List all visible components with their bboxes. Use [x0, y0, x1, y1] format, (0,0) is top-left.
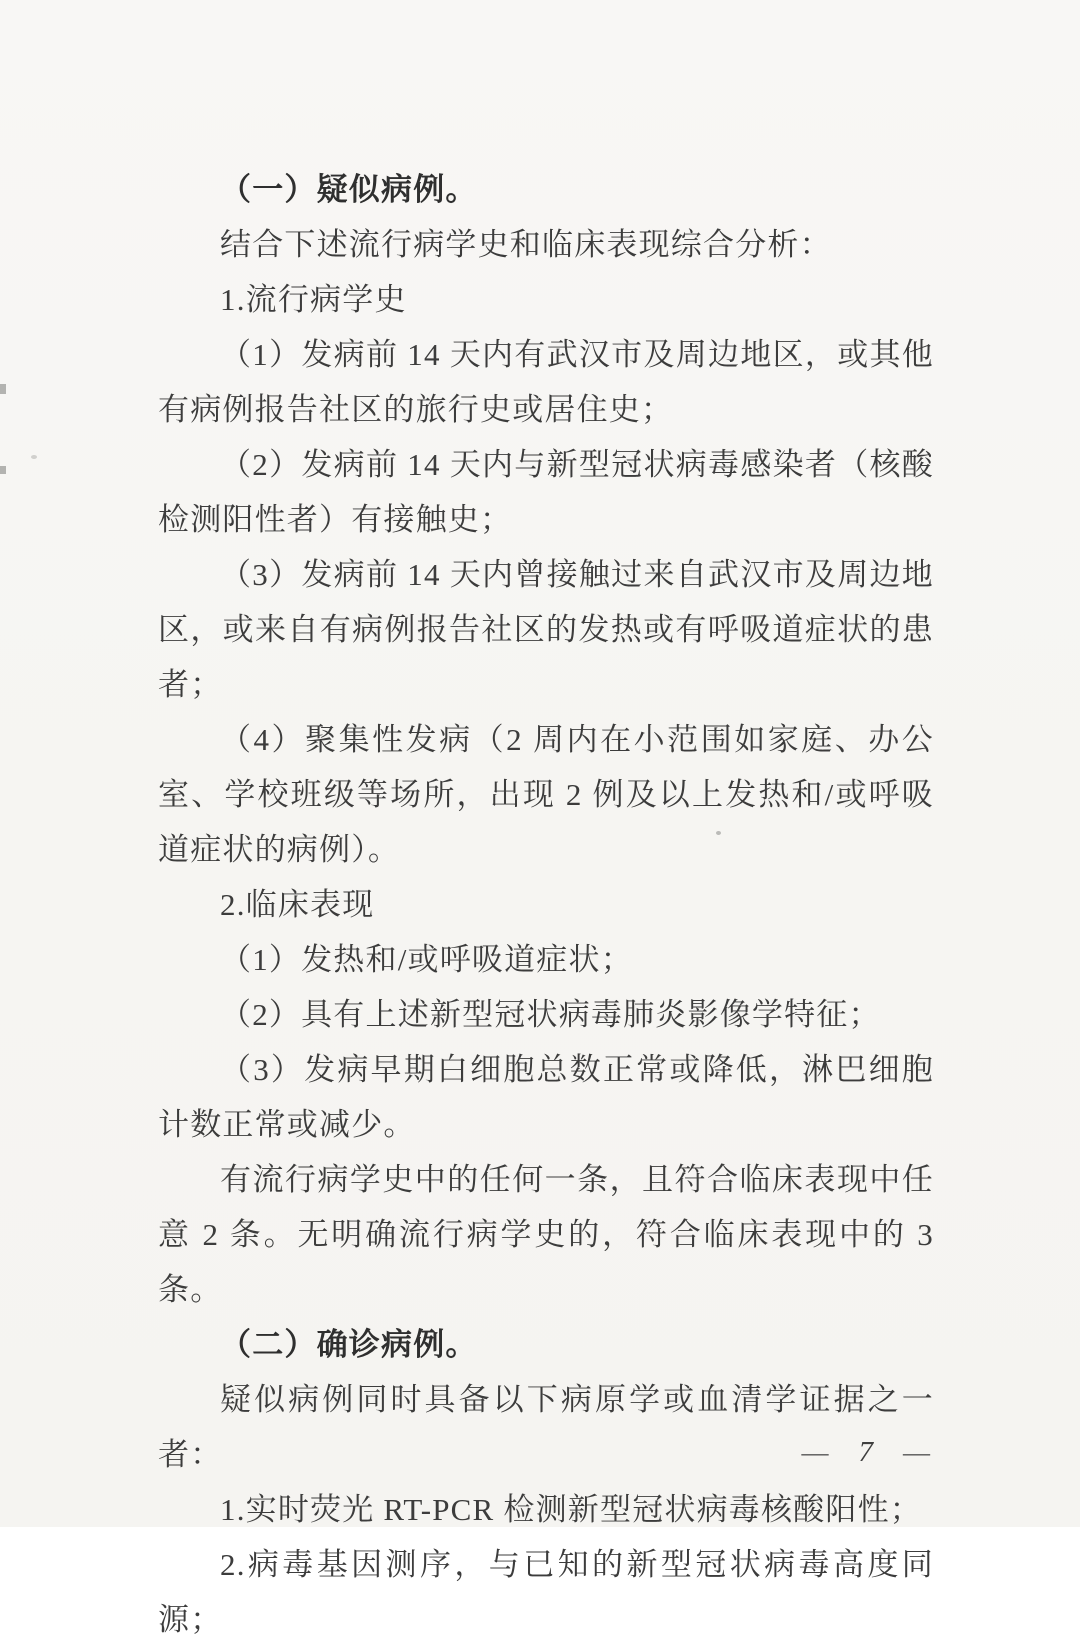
para-clinical-item-1: （1）发热和/或呼吸道症状；: [220, 942, 633, 977]
footer-right-dash: —: [903, 1437, 930, 1467]
footer-left-dash: —: [801, 1437, 829, 1467]
para-epi-item-1: （1）发病前 14 天内有武汉市及周边地区，或其他有病例报告社区的旅行史或居住史；: [158, 337, 934, 427]
para-diagnosis-rule: 有流行病学史中的任何一条，且符合临床表现中任意 2 条。无明确流行病学史的，符合临床表现中的 3 条。: [158, 1162, 934, 1307]
para-epi-item-3: （3）发病前 14 天内曾接触过来自武汉市及周边地区，或来自有病例报告社区的发热或有呼吸道症状的患者；: [158, 557, 934, 702]
scan-edge-mark: [0, 384, 6, 394]
para-confirmed-item-1: 1.实时荧光 RT-PCR 检测新型冠状病毒核酸阳性；: [220, 1492, 922, 1527]
page-number: 7: [858, 1436, 873, 1468]
para-clinical-title: 2.临床表现: [220, 887, 375, 922]
para-confirmed-intro: 疑似病例同时具备以下病原学或血清学证据之一者：: [158, 1382, 934, 1472]
scan-speck: [31, 455, 37, 459]
page-footer: [802, 1436, 931, 1469]
para-clinical-item-2: （2）具有上述新型冠状病毒肺炎影像学特征；: [220, 997, 881, 1032]
document-body: [158, 162, 934, 1647]
heading-suspected-cases: （一）疑似病例。: [220, 172, 478, 207]
para-epi-item-4: （4）聚集性发病（2 周内在小范围如家庭、办公室、学校班级等场所，出现 2 例及以上发热和/或呼吸道症状的病例）。: [158, 722, 934, 867]
heading-confirmed-cases: （二）确诊病例。: [220, 1327, 478, 1362]
para-clinical-item-3: （3）发病早期白细胞总数正常或降低，淋巴细胞计数正常或减少。: [158, 1052, 934, 1142]
scan-speck: [716, 831, 721, 835]
scan-edge-mark: [0, 466, 6, 474]
para-intro-analysis: 结合下述流行病学史和临床表现综合分析：: [220, 227, 832, 262]
para-epi-item-2: （2）发病前 14 天内与新型冠状病毒感染者（核酸检测阳性者）有接触史；: [158, 447, 934, 537]
para-confirmed-item-2: 2.病毒基因测序，与已知的新型冠状病毒高度同源；: [158, 1547, 934, 1637]
para-epidemiology-title: 1.流行病学史: [220, 282, 407, 317]
